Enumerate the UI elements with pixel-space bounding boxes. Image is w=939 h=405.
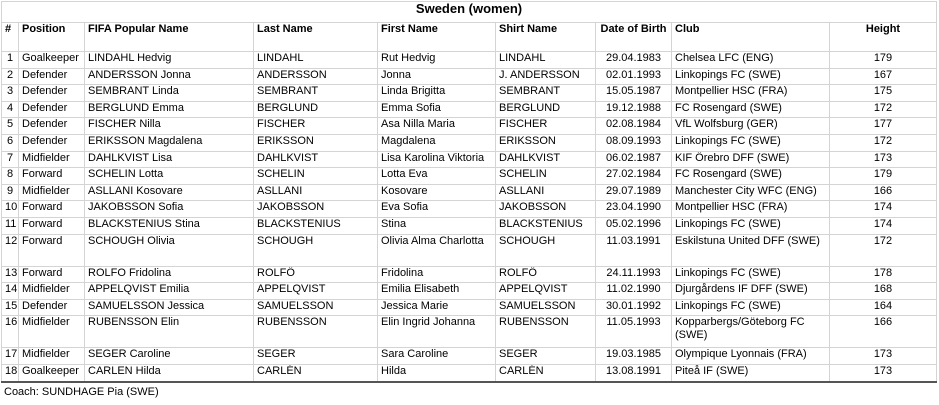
cell-dob: 02.01.1993 bbox=[595, 68, 671, 85]
cell-club: Montpellier HSC (FRA) bbox=[671, 200, 829, 217]
cell-number: 4 bbox=[1, 101, 18, 118]
cell-fifa-name: APPELQVIST Emilia bbox=[84, 282, 253, 299]
cell-shirt-name: SAMUELSSON bbox=[495, 299, 595, 316]
cell-last-name: BLACKSTENIUS bbox=[253, 217, 377, 234]
cell-last-name: SAMUELSSON bbox=[253, 299, 377, 316]
cell-last-name: ERIKSSON bbox=[253, 134, 377, 151]
cell-club: Linkopings FC (SWE) bbox=[671, 217, 829, 234]
table-row bbox=[1, 117, 937, 134]
cell-height: 166 bbox=[829, 315, 937, 347]
squad-list bbox=[1, 1, 937, 383]
cell-last-name: DAHLKVIST bbox=[253, 151, 377, 168]
cell-number: 16 bbox=[1, 315, 18, 347]
cell-height: 166 bbox=[829, 184, 937, 201]
cell-height: 168 bbox=[829, 282, 937, 299]
cell-club: VfL Wolfsburg (GER) bbox=[671, 117, 829, 134]
cell-position: Goalkeeper bbox=[18, 51, 84, 68]
cell-last-name: SCHELIN bbox=[253, 167, 377, 184]
cell-first-name: Rut Hedvig bbox=[377, 51, 495, 68]
cell-last-name: CARLÉN bbox=[253, 364, 377, 381]
col-header-first-name: First Name bbox=[377, 22, 495, 51]
cell-first-name: Fridolina bbox=[377, 266, 495, 283]
cell-dob: 29.07.1989 bbox=[595, 184, 671, 201]
cell-position: Midfielder bbox=[18, 184, 84, 201]
cell-club: Linkopings FC (SWE) bbox=[671, 134, 829, 151]
cell-last-name: BERGLUND bbox=[253, 101, 377, 118]
cell-first-name: Eva Sofia bbox=[377, 200, 495, 217]
cell-dob: 15.05.1987 bbox=[595, 84, 671, 101]
cell-shirt-name: BERGLUND bbox=[495, 101, 595, 118]
cell-first-name: Sara Caroline bbox=[377, 347, 495, 364]
cell-club: Linkopings FC (SWE) bbox=[671, 299, 829, 316]
cell-first-name: Linda Brigitta bbox=[377, 84, 495, 101]
cell-height: 179 bbox=[829, 51, 937, 68]
cell-dob: 08.09.1993 bbox=[595, 134, 671, 151]
cell-first-name: Magdalena bbox=[377, 134, 495, 151]
cell-fifa-name: FISCHER Nilla bbox=[84, 117, 253, 134]
squad-table bbox=[1, 1, 937, 383]
table-row bbox=[1, 101, 937, 118]
table-row bbox=[1, 167, 937, 184]
cell-club: Piteå IF (SWE) bbox=[671, 364, 829, 381]
cell-shirt-name: DAHLKVIST bbox=[495, 151, 595, 168]
cell-fifa-name: JAKOBSSON Sofia bbox=[84, 200, 253, 217]
cell-club: Eskilstuna United DFF (SWE) bbox=[671, 234, 829, 266]
cell-dob: 19.03.1985 bbox=[595, 347, 671, 364]
cell-position: Forward bbox=[18, 266, 84, 283]
cell-first-name: Stina bbox=[377, 217, 495, 234]
table-row bbox=[1, 347, 937, 364]
cell-height: 172 bbox=[829, 101, 937, 118]
cell-position: Defender bbox=[18, 299, 84, 316]
cell-shirt-name: SEGER bbox=[495, 347, 595, 364]
cell-shirt-name: JAKOBSSON bbox=[495, 200, 595, 217]
cell-fifa-name: LINDAHL Hedvig bbox=[84, 51, 253, 68]
cell-height: 172 bbox=[829, 134, 937, 151]
cell-club: FC Rosengard (SWE) bbox=[671, 167, 829, 184]
cell-dob: 29.04.1983 bbox=[595, 51, 671, 68]
cell-last-name: SEMBRANT bbox=[253, 84, 377, 101]
cell-fifa-name: ROLFO Fridolina bbox=[84, 266, 253, 283]
cell-shirt-name: APPELQVIST bbox=[495, 282, 595, 299]
cell-fifa-name: SEMBRANT Linda bbox=[84, 84, 253, 101]
cell-last-name: FISCHER bbox=[253, 117, 377, 134]
cell-position: Midfielder bbox=[18, 282, 84, 299]
cell-club: Montpellier HSC (FRA) bbox=[671, 84, 829, 101]
cell-first-name: Asa Nilla Maria bbox=[377, 117, 495, 134]
cell-shirt-name: J. ANDERSSON bbox=[495, 68, 595, 85]
cell-club: Linkopings FC (SWE) bbox=[671, 68, 829, 85]
cell-position: Defender bbox=[18, 84, 84, 101]
col-header-club: Club bbox=[671, 22, 829, 51]
cell-club: Manchester City WFC (ENG) bbox=[671, 184, 829, 201]
cell-position: Defender bbox=[18, 68, 84, 85]
table-row bbox=[1, 68, 937, 85]
cell-number: 7 bbox=[1, 151, 18, 168]
cell-club: Linkopings FC (SWE) bbox=[671, 266, 829, 283]
col-header-number: # bbox=[1, 22, 18, 51]
cell-height: 179 bbox=[829, 167, 937, 184]
cell-dob: 23.04.1990 bbox=[595, 200, 671, 217]
cell-dob: 19.12.1988 bbox=[595, 101, 671, 118]
cell-number: 10 bbox=[1, 200, 18, 217]
table-body bbox=[1, 51, 937, 381]
cell-number: 8 bbox=[1, 167, 18, 184]
col-header-last-name: Last Name bbox=[253, 22, 377, 51]
cell-fifa-name: SCHELIN Lotta bbox=[84, 167, 253, 184]
coach-label: Coach: SUNDHAGE Pia (SWE) bbox=[4, 386, 159, 398]
cell-shirt-name: BLACKSTENIUS bbox=[495, 217, 595, 234]
cell-dob: 06.02.1987 bbox=[595, 151, 671, 168]
cell-height: 174 bbox=[829, 217, 937, 234]
cell-shirt-name: LINDAHL bbox=[495, 51, 595, 68]
cell-shirt-name: CARLÉN bbox=[495, 364, 595, 381]
cell-dob: 02.08.1984 bbox=[595, 117, 671, 134]
cell-shirt-name: RUBENSSON bbox=[495, 315, 595, 347]
cell-dob: 11.05.1993 bbox=[595, 315, 671, 347]
cell-first-name: Emma Sofia bbox=[377, 101, 495, 118]
table-row bbox=[1, 266, 937, 283]
cell-club: KIF Örebro DFF (SWE) bbox=[671, 151, 829, 168]
cell-height: 167 bbox=[829, 68, 937, 85]
cell-height: 172 bbox=[829, 234, 937, 266]
cell-number: 13 bbox=[1, 266, 18, 283]
cell-fifa-name: ERIKSSON Magdalena bbox=[84, 134, 253, 151]
cell-club: FC Rosengard (SWE) bbox=[671, 101, 829, 118]
cell-height: 177 bbox=[829, 117, 937, 134]
cell-number: 17 bbox=[1, 347, 18, 364]
cell-dob: 30.01.1992 bbox=[595, 299, 671, 316]
cell-number: 6 bbox=[1, 134, 18, 151]
table-row bbox=[1, 51, 937, 68]
cell-height: 174 bbox=[829, 200, 937, 217]
cell-last-name: APPELQVIST bbox=[253, 282, 377, 299]
cell-last-name: SEGER bbox=[253, 347, 377, 364]
cell-position: Forward bbox=[18, 200, 84, 217]
cell-dob: 27.02.1984 bbox=[595, 167, 671, 184]
cell-first-name: Kosovare bbox=[377, 184, 495, 201]
cell-height: 173 bbox=[829, 347, 937, 364]
cell-fifa-name: BLACKSTENIUS Stina bbox=[84, 217, 253, 234]
cell-fifa-name: SAMUELSSON Jessica bbox=[84, 299, 253, 316]
cell-number: 11 bbox=[1, 217, 18, 234]
cell-shirt-name: SCHELIN bbox=[495, 167, 595, 184]
cell-fifa-name: CARLEN Hilda bbox=[84, 364, 253, 381]
cell-height: 178 bbox=[829, 266, 937, 283]
cell-position: Defender bbox=[18, 134, 84, 151]
table-row bbox=[1, 217, 937, 234]
col-header-height: Height bbox=[829, 22, 937, 51]
table-row bbox=[1, 364, 937, 381]
cell-first-name: Lotta Eva bbox=[377, 167, 495, 184]
table-row bbox=[1, 84, 937, 101]
cell-position: Forward bbox=[18, 217, 84, 234]
cell-club: Olympique Lyonnais (FRA) bbox=[671, 347, 829, 364]
cell-first-name: Hilda bbox=[377, 364, 495, 381]
table-title: Sweden (women) bbox=[1, 1, 937, 22]
cell-first-name: Jessica Marie bbox=[377, 299, 495, 316]
cell-position: Forward bbox=[18, 234, 84, 266]
cell-shirt-name: SCHOUGH bbox=[495, 234, 595, 266]
cell-club: Chelsea LFC (ENG) bbox=[671, 51, 829, 68]
cell-position: Defender bbox=[18, 101, 84, 118]
cell-fifa-name: ANDERSSON Jonna bbox=[84, 68, 253, 85]
cell-position: Defender bbox=[18, 117, 84, 134]
cell-shirt-name: ASLLANI bbox=[495, 184, 595, 201]
cell-fifa-name: BERGLUND Emma bbox=[84, 101, 253, 118]
col-header-dob: Date of Birth bbox=[595, 22, 671, 51]
cell-height: 175 bbox=[829, 84, 937, 101]
col-header-fifa-name: FIFA Popular Name bbox=[84, 22, 253, 51]
cell-shirt-name: ERIKSSON bbox=[495, 134, 595, 151]
cell-last-name: ANDERSSON bbox=[253, 68, 377, 85]
cell-number: 2 bbox=[1, 68, 18, 85]
cell-position: Midfielder bbox=[18, 347, 84, 364]
table-row bbox=[1, 234, 937, 266]
cell-position: Midfielder bbox=[18, 315, 84, 347]
cell-first-name: Emilia Elisabeth bbox=[377, 282, 495, 299]
col-header-shirt-name: Shirt Name bbox=[495, 22, 595, 51]
cell-last-name: LINDAHL bbox=[253, 51, 377, 68]
cell-last-name: ROLFÖ bbox=[253, 266, 377, 283]
cell-position: Goalkeeper bbox=[18, 364, 84, 381]
cell-fifa-name: RUBENSSON Elin bbox=[84, 315, 253, 347]
cell-first-name: Elin Ingrid Johanna bbox=[377, 315, 495, 347]
cell-first-name: Lisa Karolina Viktoria bbox=[377, 151, 495, 168]
col-header-position: Position bbox=[18, 22, 84, 51]
table-row bbox=[1, 299, 937, 316]
cell-shirt-name: ROLFÖ bbox=[495, 266, 595, 283]
cell-height: 173 bbox=[829, 151, 937, 168]
title-row bbox=[1, 1, 937, 22]
cell-number: 12 bbox=[1, 234, 18, 266]
cell-fifa-name: ASLLANI Kosovare bbox=[84, 184, 253, 201]
cell-number: 9 bbox=[1, 184, 18, 201]
cell-club: Djurgårdens IF DFF (SWE) bbox=[671, 282, 829, 299]
cell-dob: 11.03.1991 bbox=[595, 234, 671, 266]
cell-last-name: JAKOBSSON bbox=[253, 200, 377, 217]
cell-last-name: ASLLANI bbox=[253, 184, 377, 201]
cell-first-name: Jonna bbox=[377, 68, 495, 85]
cell-dob: 11.02.1990 bbox=[595, 282, 671, 299]
table-row bbox=[1, 184, 937, 201]
cell-last-name: SCHOUGH bbox=[253, 234, 377, 266]
cell-position: Midfielder bbox=[18, 151, 84, 168]
cell-number: 5 bbox=[1, 117, 18, 134]
cell-club: Kopparbergs/Göteborg FC (SWE) bbox=[671, 315, 829, 347]
cell-number: 1 bbox=[1, 51, 18, 68]
cell-first-name: Olivia Alma Charlotta bbox=[377, 234, 495, 266]
cell-dob: 13.08.1991 bbox=[595, 364, 671, 381]
table-row bbox=[1, 315, 937, 347]
cell-number: 18 bbox=[1, 364, 18, 381]
cell-shirt-name: SEMBRANT bbox=[495, 84, 595, 101]
cell-shirt-name: FISCHER bbox=[495, 117, 595, 134]
table-row bbox=[1, 151, 937, 168]
cell-fifa-name: SEGER Caroline bbox=[84, 347, 253, 364]
table-row bbox=[1, 282, 937, 299]
header-row bbox=[1, 22, 937, 51]
cell-dob: 05.02.1996 bbox=[595, 217, 671, 234]
table-row bbox=[1, 200, 937, 217]
cell-last-name: RUBENSSON bbox=[253, 315, 377, 347]
cell-height: 164 bbox=[829, 299, 937, 316]
cell-fifa-name: SCHOUGH Olivia bbox=[84, 234, 253, 266]
cell-position: Forward bbox=[18, 167, 84, 184]
cell-number: 3 bbox=[1, 84, 18, 101]
cell-dob: 24.11.1993 bbox=[595, 266, 671, 283]
table-row bbox=[1, 134, 937, 151]
cell-number: 14 bbox=[1, 282, 18, 299]
cell-fifa-name: DAHLKVIST Lisa bbox=[84, 151, 253, 168]
cell-height: 173 bbox=[829, 364, 937, 381]
cell-number: 15 bbox=[1, 299, 18, 316]
